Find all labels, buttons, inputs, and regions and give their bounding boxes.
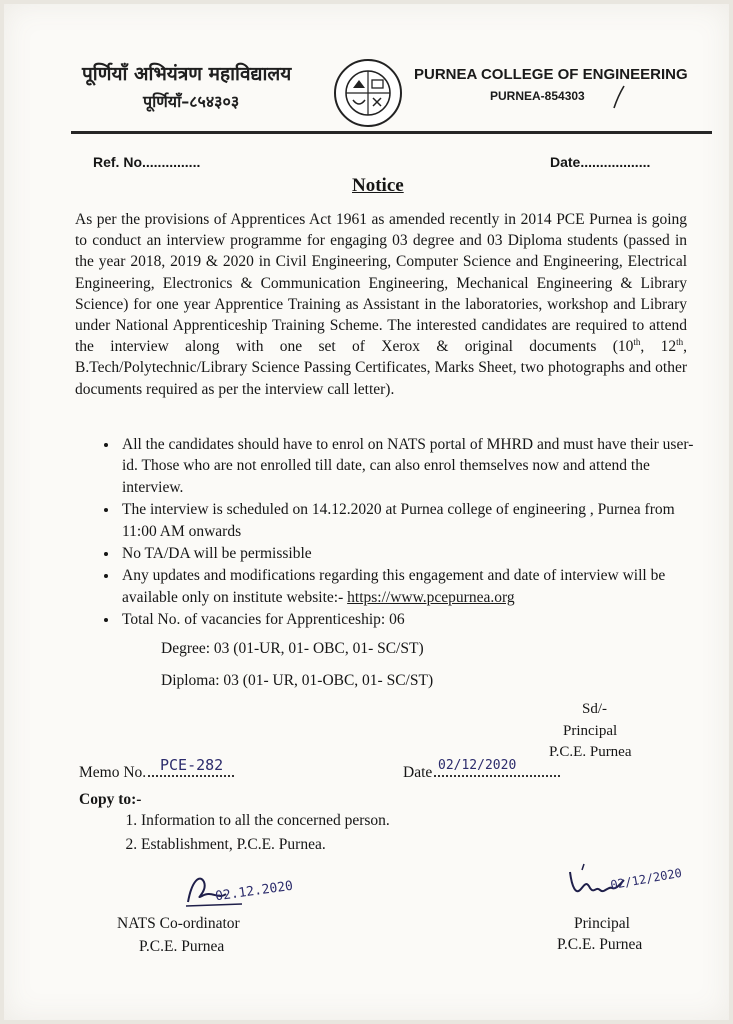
sd-mark: Sd/- bbox=[582, 701, 608, 717]
copy-to-label: Copy to:- bbox=[79, 791, 142, 808]
date-handwritten: 02/12/2020 bbox=[438, 758, 517, 773]
college-city-english: PURNEA-854303 bbox=[490, 89, 585, 103]
principal-signature-date: 02/12/2020 bbox=[609, 865, 683, 893]
memo-handwritten: PCE-282 bbox=[160, 756, 224, 774]
principal-designation: Principal bbox=[563, 723, 618, 739]
date-dots bbox=[434, 773, 560, 777]
principal-institution: P.C.E. Purnea bbox=[549, 744, 632, 760]
degree-vacancies: Degree: 03 (01-UR, 01- OBC, 01- SC/ST) bbox=[161, 640, 424, 657]
college-city-hindi: पूर्णियाँ–८५४३०३ bbox=[143, 92, 240, 111]
letterhead-divider bbox=[71, 131, 712, 134]
bullet-item: • No TA/DA will be permissible bbox=[119, 543, 709, 564]
body-text-2: , 12 bbox=[640, 338, 677, 356]
bullet-item: • Total No. of vacancies for Apprenticeship: 06 bbox=[119, 609, 709, 630]
bullet-item: • All the candidates should have to enrol on NATS portal of MHRD and must have their user-id. Those who are not enrolled till date, can also enrol themselves now and attend the interview. bbox=[119, 434, 709, 498]
body-text-1: As per the provisions of Apprentices Act 1961 as amended recently in 2014 PCE Purnea is going to conduct an interview programme for engaging 03 degree and 03 Diploma students (passed in the year 2018, 2019 & 2020 in Civil Engineering, Computer Science and Engineering, Electrical Engineering, Electronics & Communication Engineering, Mechanical Engineering & Library Science) for one year Apprentice Training as Assistant in the laboratories, workshop and Library under National Apprenticeship Training Scheme. The interested candidates are required to attend the interview along with one set of Xerox & original documents (10 bbox=[75, 211, 687, 356]
body-text-3: , B.Tech/Polytechnic/Library Science Passing Certificates, Marks Sheet, two photographs and other documents required as per the interview call letter). bbox=[75, 338, 687, 398]
notice-title: Notice bbox=[352, 175, 404, 196]
date-field: Date.................. bbox=[550, 154, 651, 170]
footer-principal-org: P.C.E. Purnea bbox=[557, 936, 643, 953]
footer-principal-title: Principal bbox=[574, 915, 630, 932]
diploma-vacancies: Diploma: 03 (01- UR, 01-OBC, 01- SC/ST) bbox=[161, 672, 434, 689]
college-seal-icon bbox=[333, 58, 403, 128]
notice-body bbox=[75, 209, 687, 400]
nats-coordinator-org: P.C.E. Purnea bbox=[139, 938, 225, 955]
nats-signature-date: 02.12.2020 bbox=[214, 878, 294, 905]
notice-page bbox=[4, 4, 729, 1020]
bullet-text: Any updates and modifications regarding this engagement and date of interview will be available only on institute website:- bbox=[122, 567, 666, 606]
memo-date-label: Date bbox=[403, 764, 433, 781]
copy-item: 2. Establishment, P.C.E. Purnea. bbox=[141, 833, 390, 857]
sup-th-2: th bbox=[676, 337, 684, 348]
college-name-hindi: पूर्णियाँ अभियंत्रण महाविद्यालय bbox=[82, 63, 292, 85]
notice-bullets bbox=[100, 434, 709, 632]
website-link[interactable]: https://www.pcepurnea.org bbox=[347, 588, 515, 606]
pen-mark-icon bbox=[608, 84, 628, 110]
college-name-english: PURNEA COLLEGE OF ENGINEERING bbox=[414, 66, 688, 83]
bullet-item: • The interview is scheduled on 14.12.2020 at Purnea college of engineering , Purnea from 11:00 AM onwards bbox=[119, 499, 709, 542]
bullet-item bbox=[119, 565, 709, 608]
memo-label: Memo No. bbox=[79, 764, 147, 781]
sup-th-1: th bbox=[633, 337, 641, 348]
copy-item: 1. Information to all the concerned person. bbox=[141, 809, 390, 833]
copy-list bbox=[121, 809, 390, 856]
ref-number: Ref. No............... bbox=[93, 154, 201, 170]
nats-coordinator-title: NATS Co-ordinator bbox=[117, 915, 240, 932]
